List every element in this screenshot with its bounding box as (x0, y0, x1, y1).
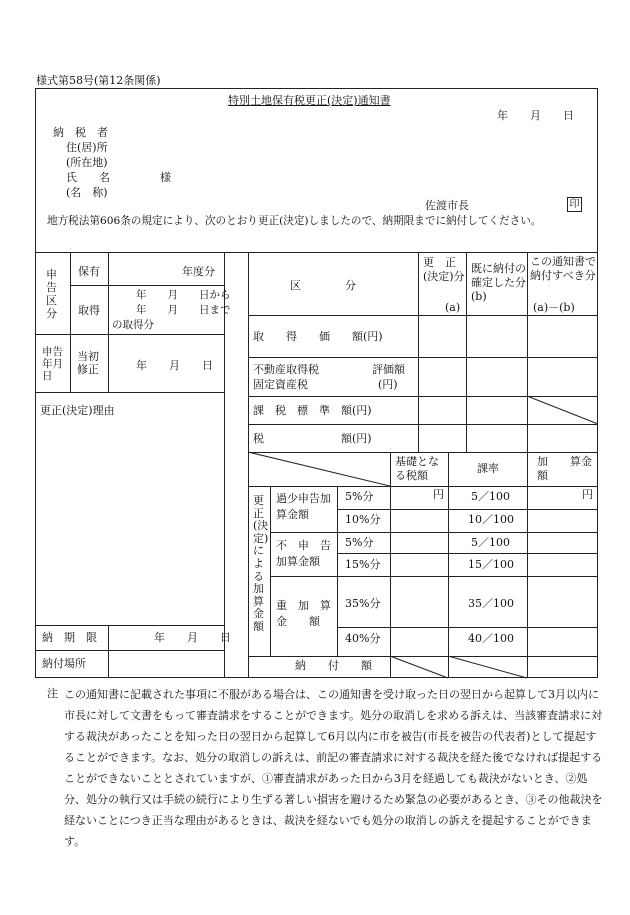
diagonal-total-2 (448, 656, 527, 678)
deadline-ymd: 年 月 日 (154, 631, 231, 644)
diagonal-total-1 (390, 656, 448, 678)
issuer: 佐渡市長 (425, 199, 469, 212)
report-category-label: 申告区分 (46, 268, 57, 320)
initial-amend-label: 当初修正 (77, 350, 99, 376)
diagonal-header (248, 452, 390, 486)
col-a-sub: (a) (445, 301, 461, 314)
taxpayer-label: 納 税 者 (53, 126, 108, 139)
name-label: 氏 名 (66, 171, 110, 184)
acq-portion: の取得分 (112, 319, 154, 331)
note-label: 注 (47, 687, 58, 700)
diagonal-base-c (527, 396, 598, 424)
yen-unit: 円 (582, 488, 593, 501)
rate-5-nonfile: 5／100 (471, 536, 510, 549)
notice-date: 年 月 日 (497, 109, 574, 122)
seal-mark: 印 (567, 197, 582, 212)
form-id: 様式第58号(第12条関係) (36, 74, 161, 87)
row-base: 課 税 標 準 額(円) (253, 404, 372, 417)
deadline-label: 納 期 限 (42, 631, 97, 644)
pct-40-heavy: 40%分 (345, 632, 381, 645)
honorific: 様 (160, 171, 171, 184)
fiscal-year-label: 年度分 (182, 265, 215, 278)
row-tax: 税 額(円) (253, 432, 372, 445)
non-filing-label: 不 申 告加算金額 (276, 539, 331, 568)
acq-to: 年 月 日まで (136, 304, 231, 316)
col-c-header: この通知書で納付すべき分 (530, 255, 596, 282)
pct-5-nonfile: 5%分 (345, 536, 374, 549)
under-report-label: 過少申告加算金額 (276, 492, 331, 521)
col-b-header: 既に納付の確定した分(b) (471, 262, 526, 303)
heavy-addtax-label: 重 加 算金 額 (276, 599, 331, 628)
note-text: この通知書に記載された事項に不服がある場合は、この通知書を受け取った日の翌日から起算して3月以内に市長に対して文書をもって審査請求をすることができます。処分の取消しを求める訴えは、当該審査請求に対する裁決があったことを知った日の翌日から起算して6月以内に市を被告(市長を被告の代表者)として提起することができます。なお、処分の取消しの訴えは、前記の審査請求に対する裁決を経た後でなければ提起することができないこととされていますが、①審査請求があった日から3月を経過しても裁決がないとき、②処分、処分の執行又は手続の続行により生ずる著しい損害を避けるため緊急の必要があるとき、③その他裁決を経ないことにつき正当な理由があるときは、裁決を経ないでも処分の取消しの訴えを提起することができます。 (64, 688, 603, 848)
col-rate-header: 課率 (477, 462, 499, 475)
col-c-sub: (a)－(b) (533, 301, 575, 314)
pct-15-nonfile: 15%分 (345, 558, 381, 571)
rate-5-under: 5／100 (471, 490, 510, 503)
rate-10-under: 10／100 (468, 513, 514, 526)
rate-40-heavy: 40／100 (468, 632, 514, 645)
acquisition-label: 取得 (78, 304, 100, 317)
total-payment-label: 納 付 額 (295, 659, 372, 672)
rate-15-nonfile: 15／100 (468, 558, 514, 571)
row-assess-2a: 固定資産税 (253, 378, 308, 391)
yen-unit: 円 (433, 488, 444, 501)
pct-35-heavy: 35%分 (345, 597, 381, 610)
reason-label: 更正(決定)理由 (40, 404, 115, 417)
intro-text: 地方税法第606条の規定により、次のとおり更正(決定)しましたので、納期限までに納付してください。 (47, 215, 542, 227)
pay-place-label: 納付場所 (42, 657, 86, 670)
row-assess-1a: 不動産取得税 (253, 363, 319, 376)
col-a-header: 更 正(決定)分 (423, 256, 465, 283)
row-assess-1b: 評価額 (372, 363, 405, 376)
acq-from: 年 月 日から (136, 289, 231, 301)
side-label: 更正(決定)による加算金額 (253, 494, 269, 633)
entity-label: (名 称) (66, 186, 108, 199)
row-acq-price: 取 得 価 額(円) (253, 330, 383, 343)
col-tax-base-header: 基礎となる税額 (395, 455, 439, 482)
row-assess-2b: (円) (378, 378, 398, 391)
report-date-label: 申告年月日 (42, 346, 63, 382)
location-label: (所在地) (66, 156, 108, 169)
page-title: 特別土地保有税更正(決定)通知書 (228, 94, 391, 107)
pct-10-under: 10%分 (345, 513, 381, 526)
address-label: 住(居)所 (66, 141, 108, 154)
rate-35-heavy: 35／100 (468, 597, 514, 610)
pct-5-under: 5%分 (345, 490, 374, 503)
holding-label: 保有 (78, 265, 100, 278)
col-category-header: 区 分 (290, 279, 356, 292)
report-ymd: 年 月 日 (136, 359, 213, 372)
col-addtax-header: 加 算金 額 (537, 455, 614, 482)
